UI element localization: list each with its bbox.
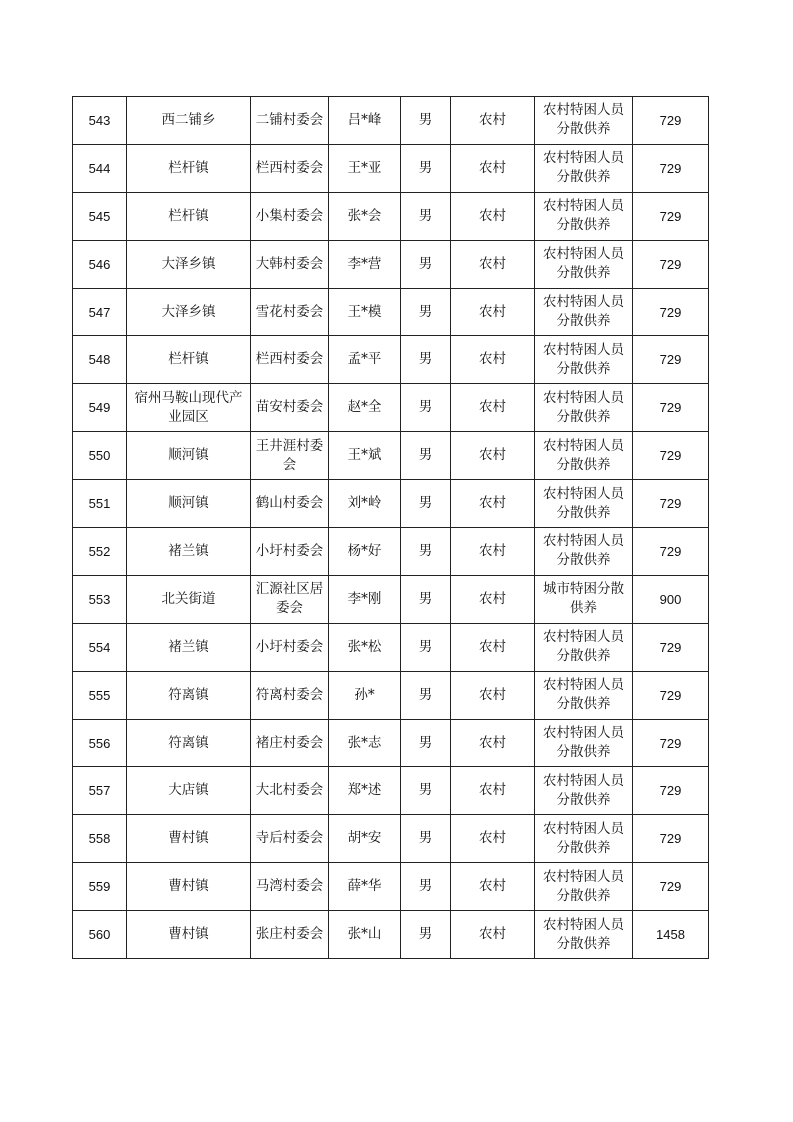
name-cell: 李*营 bbox=[329, 240, 401, 288]
table-row bbox=[73, 384, 709, 432]
town-cell: 栏杆镇 bbox=[127, 336, 251, 384]
table-row bbox=[73, 240, 709, 288]
gender-cell: 男 bbox=[401, 480, 451, 528]
row-number-cell: 560 bbox=[73, 911, 127, 959]
name-cell: 王*亚 bbox=[329, 144, 401, 192]
row-number-cell: 545 bbox=[73, 192, 127, 240]
town-cell: 褚兰镇 bbox=[127, 623, 251, 671]
area-type-cell: 农村 bbox=[451, 144, 535, 192]
village-cell: 小集村委会 bbox=[251, 192, 329, 240]
row-number-cell: 553 bbox=[73, 575, 127, 623]
amount-cell: 729 bbox=[633, 432, 709, 480]
village-cell: 栏西村委会 bbox=[251, 336, 329, 384]
name-cell: 李*刚 bbox=[329, 575, 401, 623]
town-cell: 栏杆镇 bbox=[127, 144, 251, 192]
town-cell: 顺河镇 bbox=[127, 480, 251, 528]
area-type-cell: 农村 bbox=[451, 336, 535, 384]
gender-cell: 男 bbox=[401, 767, 451, 815]
name-cell: 郑*述 bbox=[329, 767, 401, 815]
row-number-cell: 546 bbox=[73, 240, 127, 288]
area-type-cell: 农村 bbox=[451, 384, 535, 432]
area-type-cell: 农村 bbox=[451, 911, 535, 959]
support-category-cell: 农村特困人员分散供养 bbox=[535, 288, 633, 336]
village-cell: 大北村委会 bbox=[251, 767, 329, 815]
area-type-cell: 农村 bbox=[451, 432, 535, 480]
support-category-cell: 农村特困人员分散供养 bbox=[535, 97, 633, 145]
town-cell: 宿州马鞍山现代产业园区 bbox=[127, 384, 251, 432]
gender-cell: 男 bbox=[401, 623, 451, 671]
amount-cell: 729 bbox=[633, 240, 709, 288]
amount-cell: 729 bbox=[633, 336, 709, 384]
table-row bbox=[73, 575, 709, 623]
town-cell: 符离镇 bbox=[127, 719, 251, 767]
gender-cell: 男 bbox=[401, 144, 451, 192]
support-category-cell: 农村特困人员分散供养 bbox=[535, 240, 633, 288]
support-category-cell: 农村特困人员分散供养 bbox=[535, 767, 633, 815]
gender-cell: 男 bbox=[401, 911, 451, 959]
row-number-cell: 559 bbox=[73, 863, 127, 911]
village-cell: 汇源社区居委会 bbox=[251, 575, 329, 623]
amount-cell: 900 bbox=[633, 575, 709, 623]
area-type-cell: 农村 bbox=[451, 97, 535, 145]
amount-cell: 729 bbox=[633, 623, 709, 671]
village-cell: 小圩村委会 bbox=[251, 528, 329, 576]
name-cell: 张*会 bbox=[329, 192, 401, 240]
table-row bbox=[73, 528, 709, 576]
row-number-cell: 558 bbox=[73, 815, 127, 863]
area-type-cell: 农村 bbox=[451, 815, 535, 863]
area-type-cell: 农村 bbox=[451, 240, 535, 288]
area-type-cell: 农村 bbox=[451, 192, 535, 240]
support-category-cell: 农村特困人员分散供养 bbox=[535, 623, 633, 671]
table-row bbox=[73, 192, 709, 240]
gender-cell: 男 bbox=[401, 336, 451, 384]
area-type-cell: 农村 bbox=[451, 480, 535, 528]
amount-cell: 1458 bbox=[633, 911, 709, 959]
town-cell: 北关街道 bbox=[127, 575, 251, 623]
amount-cell: 729 bbox=[633, 144, 709, 192]
table-row bbox=[73, 815, 709, 863]
area-type-cell: 农村 bbox=[451, 719, 535, 767]
row-number-cell: 555 bbox=[73, 671, 127, 719]
amount-cell: 729 bbox=[633, 719, 709, 767]
name-cell: 胡*安 bbox=[329, 815, 401, 863]
row-number-cell: 549 bbox=[73, 384, 127, 432]
gender-cell: 男 bbox=[401, 671, 451, 719]
table-row bbox=[73, 767, 709, 815]
gender-cell: 男 bbox=[401, 575, 451, 623]
gender-cell: 男 bbox=[401, 97, 451, 145]
amount-cell: 729 bbox=[633, 528, 709, 576]
support-category-cell: 农村特困人员分散供养 bbox=[535, 336, 633, 384]
village-cell: 马湾村委会 bbox=[251, 863, 329, 911]
row-number-cell: 544 bbox=[73, 144, 127, 192]
town-cell: 大店镇 bbox=[127, 767, 251, 815]
table-row bbox=[73, 144, 709, 192]
area-type-cell: 农村 bbox=[451, 575, 535, 623]
name-cell: 刘*岭 bbox=[329, 480, 401, 528]
town-cell: 曹村镇 bbox=[127, 815, 251, 863]
town-cell: 西二铺乡 bbox=[127, 97, 251, 145]
area-type-cell: 农村 bbox=[451, 528, 535, 576]
amount-cell: 729 bbox=[633, 480, 709, 528]
village-cell: 张庄村委会 bbox=[251, 911, 329, 959]
amount-cell: 729 bbox=[633, 767, 709, 815]
row-number-cell: 547 bbox=[73, 288, 127, 336]
row-number-cell: 548 bbox=[73, 336, 127, 384]
gender-cell: 男 bbox=[401, 240, 451, 288]
town-cell: 栏杆镇 bbox=[127, 192, 251, 240]
name-cell: 孟*平 bbox=[329, 336, 401, 384]
name-cell: 张*山 bbox=[329, 911, 401, 959]
gender-cell: 男 bbox=[401, 719, 451, 767]
row-number-cell: 543 bbox=[73, 97, 127, 145]
town-cell: 大泽乡镇 bbox=[127, 240, 251, 288]
name-cell: 孙* bbox=[329, 671, 401, 719]
town-cell: 褚兰镇 bbox=[127, 528, 251, 576]
support-category-cell: 农村特困人员分散供养 bbox=[535, 144, 633, 192]
table-row bbox=[73, 911, 709, 959]
gender-cell: 男 bbox=[401, 528, 451, 576]
table-row bbox=[73, 863, 709, 911]
table-row bbox=[73, 480, 709, 528]
village-cell: 鹤山村委会 bbox=[251, 480, 329, 528]
village-cell: 王井涯村委会 bbox=[251, 432, 329, 480]
table-body bbox=[73, 97, 709, 959]
amount-cell: 729 bbox=[633, 97, 709, 145]
name-cell: 张*松 bbox=[329, 623, 401, 671]
table-row bbox=[73, 432, 709, 480]
support-category-cell: 农村特困人员分散供养 bbox=[535, 815, 633, 863]
village-cell: 雪花村委会 bbox=[251, 288, 329, 336]
amount-cell: 729 bbox=[633, 815, 709, 863]
table-row bbox=[73, 623, 709, 671]
amount-cell: 729 bbox=[633, 671, 709, 719]
name-cell: 赵*全 bbox=[329, 384, 401, 432]
relief-roster-table bbox=[72, 96, 709, 959]
area-type-cell: 农村 bbox=[451, 623, 535, 671]
support-category-cell: 农村特困人员分散供养 bbox=[535, 911, 633, 959]
table-row bbox=[73, 671, 709, 719]
area-type-cell: 农村 bbox=[451, 288, 535, 336]
table-row bbox=[73, 336, 709, 384]
support-category-cell: 农村特困人员分散供养 bbox=[535, 528, 633, 576]
row-number-cell: 552 bbox=[73, 528, 127, 576]
name-cell: 张*志 bbox=[329, 719, 401, 767]
support-category-cell: 农村特困人员分散供养 bbox=[535, 719, 633, 767]
row-number-cell: 554 bbox=[73, 623, 127, 671]
village-cell: 符离村委会 bbox=[251, 671, 329, 719]
table-row bbox=[73, 719, 709, 767]
village-cell: 苗安村委会 bbox=[251, 384, 329, 432]
village-cell: 二铺村委会 bbox=[251, 97, 329, 145]
support-category-cell: 农村特困人员分散供养 bbox=[535, 480, 633, 528]
table-row bbox=[73, 97, 709, 145]
support-category-cell: 农村特困人员分散供养 bbox=[535, 863, 633, 911]
village-cell: 大韩村委会 bbox=[251, 240, 329, 288]
gender-cell: 男 bbox=[401, 288, 451, 336]
amount-cell: 729 bbox=[633, 384, 709, 432]
gender-cell: 男 bbox=[401, 815, 451, 863]
name-cell: 吕*峰 bbox=[329, 97, 401, 145]
town-cell: 曹村镇 bbox=[127, 911, 251, 959]
row-number-cell: 551 bbox=[73, 480, 127, 528]
name-cell: 薛*华 bbox=[329, 863, 401, 911]
gender-cell: 男 bbox=[401, 384, 451, 432]
gender-cell: 男 bbox=[401, 432, 451, 480]
village-cell: 栏西村委会 bbox=[251, 144, 329, 192]
gender-cell: 男 bbox=[401, 863, 451, 911]
row-number-cell: 557 bbox=[73, 767, 127, 815]
village-cell: 寺后村委会 bbox=[251, 815, 329, 863]
area-type-cell: 农村 bbox=[451, 671, 535, 719]
support-category-cell: 农村特困人员分散供养 bbox=[535, 432, 633, 480]
town-cell: 符离镇 bbox=[127, 671, 251, 719]
name-cell: 杨*好 bbox=[329, 528, 401, 576]
area-type-cell: 农村 bbox=[451, 767, 535, 815]
support-category-cell: 城市特困分散供养 bbox=[535, 575, 633, 623]
row-number-cell: 556 bbox=[73, 719, 127, 767]
name-cell: 王*斌 bbox=[329, 432, 401, 480]
support-category-cell: 农村特困人员分散供养 bbox=[535, 671, 633, 719]
town-cell: 大泽乡镇 bbox=[127, 288, 251, 336]
support-category-cell: 农村特困人员分散供养 bbox=[535, 192, 633, 240]
amount-cell: 729 bbox=[633, 288, 709, 336]
support-category-cell: 农村特困人员分散供养 bbox=[535, 384, 633, 432]
town-cell: 曹村镇 bbox=[127, 863, 251, 911]
village-cell: 褚庄村委会 bbox=[251, 719, 329, 767]
area-type-cell: 农村 bbox=[451, 863, 535, 911]
name-cell: 王*模 bbox=[329, 288, 401, 336]
village-cell: 小圩村委会 bbox=[251, 623, 329, 671]
table-row bbox=[73, 288, 709, 336]
amount-cell: 729 bbox=[633, 192, 709, 240]
gender-cell: 男 bbox=[401, 192, 451, 240]
row-number-cell: 550 bbox=[73, 432, 127, 480]
amount-cell: 729 bbox=[633, 863, 709, 911]
town-cell: 顺河镇 bbox=[127, 432, 251, 480]
